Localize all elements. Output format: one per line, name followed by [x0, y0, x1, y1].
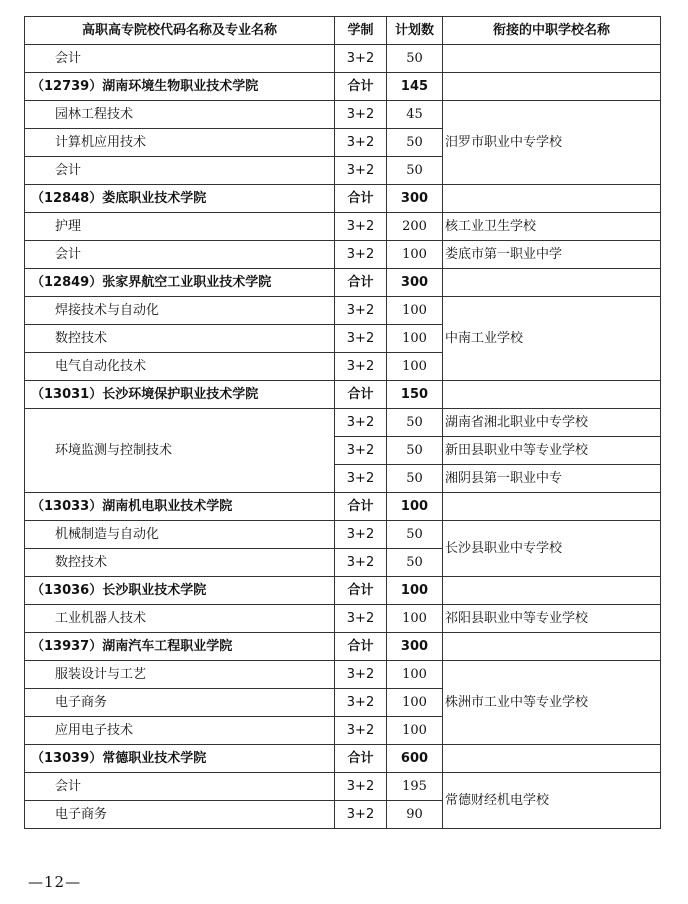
institution-row	[25, 577, 661, 605]
school-cell	[443, 45, 661, 73]
total-label: 合计	[335, 577, 387, 605]
major-name: 数控技术	[25, 325, 335, 353]
system-cell: 3+2	[335, 157, 387, 185]
total-label: 合计	[335, 745, 387, 773]
table-row	[25, 297, 661, 325]
system-cell: 3+2	[335, 129, 387, 157]
plan-cell: 50	[387, 409, 443, 437]
major-name: 会计	[25, 773, 335, 801]
enrollment-plan-table	[24, 16, 661, 829]
header-name: 高职高专院校代码名称及专业名称	[25, 17, 335, 45]
plan-cell: 100	[387, 689, 443, 717]
system-cell: 3+2	[335, 717, 387, 745]
total-value: 100	[387, 493, 443, 521]
school-cell: 常德财经机电学校	[443, 773, 661, 829]
table-row	[25, 213, 661, 241]
total-value: 145	[387, 73, 443, 101]
total-value: 150	[387, 381, 443, 409]
plan-cell: 100	[387, 717, 443, 745]
major-name: 服装设计与工艺	[25, 661, 335, 689]
school-cell: 新田县职业中等专业学校	[443, 437, 661, 465]
system-cell: 3+2	[335, 437, 387, 465]
school-cell	[443, 493, 661, 521]
major-name: 数控技术	[25, 549, 335, 577]
school-cell: 汨罗市职业中专学校	[443, 101, 661, 185]
school-cell: 长沙县职业中专学校	[443, 521, 661, 577]
plan-cell: 195	[387, 773, 443, 801]
table-row	[25, 605, 661, 633]
table-row	[25, 241, 661, 269]
major-name: 电气自动化技术	[25, 353, 335, 381]
school-cell	[443, 269, 661, 297]
total-value: 600	[387, 745, 443, 773]
school-cell	[443, 633, 661, 661]
plan-cell: 50	[387, 549, 443, 577]
system-cell: 3+2	[335, 465, 387, 493]
plan-cell: 50	[387, 157, 443, 185]
school-cell	[443, 381, 661, 409]
table-row	[25, 521, 661, 549]
institution-name: （13937）湖南汽车工程职业学院	[25, 633, 335, 661]
plan-cell: 50	[387, 129, 443, 157]
school-cell	[443, 577, 661, 605]
plan-cell: 50	[387, 521, 443, 549]
major-name: 应用电子技术	[25, 717, 335, 745]
institution-name: （12849）张家界航空工业职业技术学院	[25, 269, 335, 297]
table-row	[25, 101, 661, 129]
plan-cell: 100	[387, 353, 443, 381]
table-header-row	[25, 17, 661, 45]
institution-row	[25, 745, 661, 773]
table-row	[25, 409, 661, 437]
institution-name: （13031）长沙环境保护职业技术学院	[25, 381, 335, 409]
institution-row	[25, 185, 661, 213]
major-name: 会计	[25, 241, 335, 269]
school-cell	[443, 73, 661, 101]
total-label: 合计	[335, 381, 387, 409]
system-cell: 3+2	[335, 689, 387, 717]
school-cell: 中南工业学校	[443, 297, 661, 381]
major-name: 焊接技术与自动化	[25, 297, 335, 325]
institution-name: （12739）湖南环境生物职业技术学院	[25, 73, 335, 101]
total-label: 合计	[335, 269, 387, 297]
system-cell: 3+2	[335, 549, 387, 577]
plan-cell: 100	[387, 297, 443, 325]
major-name: 计算机应用技术	[25, 129, 335, 157]
major-name: 护理	[25, 213, 335, 241]
school-cell: 祁阳县职业中等专业学校	[443, 605, 661, 633]
table-row	[25, 773, 661, 801]
total-value: 300	[387, 269, 443, 297]
school-cell: 湖南省湘北职业中专学校	[443, 409, 661, 437]
plan-cell: 50	[387, 45, 443, 73]
school-cell: 核工业卫生学校	[443, 213, 661, 241]
total-label: 合计	[335, 493, 387, 521]
system-cell: 3+2	[335, 773, 387, 801]
total-label: 合计	[335, 73, 387, 101]
system-cell: 3+2	[335, 241, 387, 269]
plan-cell: 200	[387, 213, 443, 241]
institution-name: （13039）常德职业技术学院	[25, 745, 335, 773]
school-cell	[443, 745, 661, 773]
major-name: 环境监测与控制技术	[25, 409, 335, 493]
institution-name: （12848）娄底职业技术学院	[25, 185, 335, 213]
header-school: 衔接的中职学校名称	[443, 17, 661, 45]
plan-cell: 100	[387, 325, 443, 353]
total-label: 合计	[335, 633, 387, 661]
system-cell: 3+2	[335, 213, 387, 241]
school-cell	[443, 185, 661, 213]
school-cell: 株洲市工业中等专业学校	[443, 661, 661, 745]
total-label: 合计	[335, 185, 387, 213]
institution-row	[25, 633, 661, 661]
system-cell: 3+2	[335, 605, 387, 633]
table-row	[25, 45, 661, 73]
header-plan: 计划数	[387, 17, 443, 45]
plan-cell: 50	[387, 465, 443, 493]
major-name: 会计	[25, 45, 335, 73]
major-name: 电子商务	[25, 689, 335, 717]
institution-row	[25, 493, 661, 521]
page-number: —12—	[28, 873, 82, 891]
system-cell: 3+2	[335, 801, 387, 829]
institution-row	[25, 269, 661, 297]
major-name: 会计	[25, 157, 335, 185]
system-cell: 3+2	[335, 409, 387, 437]
major-name: 工业机器人技术	[25, 605, 335, 633]
total-value: 300	[387, 633, 443, 661]
school-cell: 湘阴县第一职业中专	[443, 465, 661, 493]
system-cell: 3+2	[335, 353, 387, 381]
system-cell: 3+2	[335, 45, 387, 73]
system-cell: 3+2	[335, 325, 387, 353]
system-cell: 3+2	[335, 297, 387, 325]
total-value: 100	[387, 577, 443, 605]
system-cell: 3+2	[335, 521, 387, 549]
plan-cell: 100	[387, 605, 443, 633]
system-cell: 3+2	[335, 661, 387, 689]
plan-cell: 50	[387, 437, 443, 465]
plan-cell: 100	[387, 661, 443, 689]
header-system: 学制	[335, 17, 387, 45]
major-name: 园林工程技术	[25, 101, 335, 129]
school-cell: 娄底市第一职业中学	[443, 241, 661, 269]
institution-name: （13036）长沙职业技术学院	[25, 577, 335, 605]
system-cell: 3+2	[335, 101, 387, 129]
plan-cell: 90	[387, 801, 443, 829]
total-value: 300	[387, 185, 443, 213]
institution-row	[25, 381, 661, 409]
plan-cell: 45	[387, 101, 443, 129]
institution-row	[25, 73, 661, 101]
major-name: 机械制造与自动化	[25, 521, 335, 549]
major-name: 电子商务	[25, 801, 335, 829]
plan-cell: 100	[387, 241, 443, 269]
table-row	[25, 661, 661, 689]
institution-name: （13033）湖南机电职业技术学院	[25, 493, 335, 521]
